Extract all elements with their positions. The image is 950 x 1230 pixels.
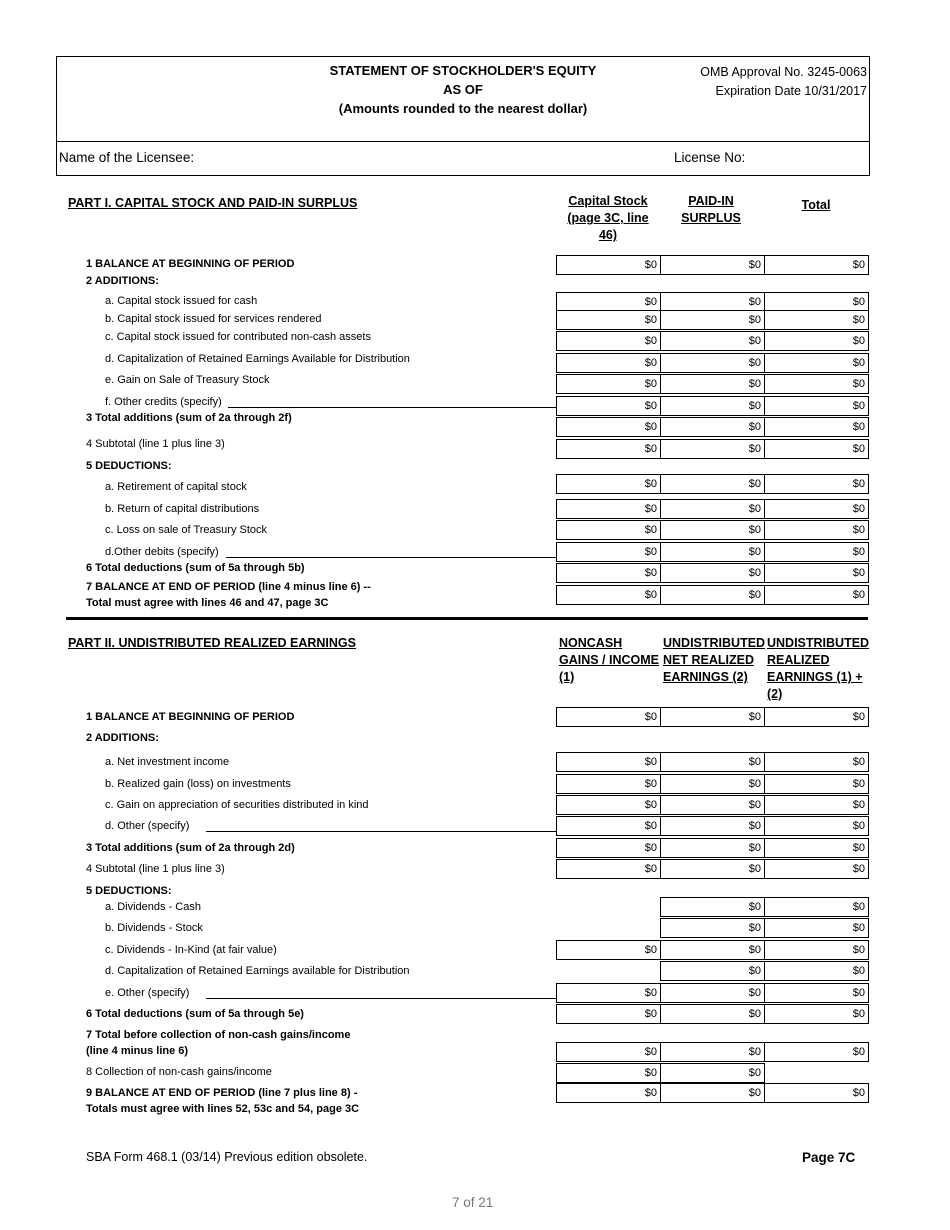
part1-row-label: a. Retirement of capital stock [105, 481, 247, 493]
part1-value-cell[interactable]: $0 [556, 520, 661, 540]
part1-row-label: 2 ADDITIONS: [86, 275, 159, 287]
form-footer-label: SBA Form 468.1 (03/14) Previous edition obsolete. [86, 1150, 368, 1164]
part2-row-label: 5 DEDUCTIONS: [86, 885, 172, 897]
part2-row-label: 3 Total additions (sum of 2a through 2d) [86, 842, 295, 854]
part2-value-cell[interactable]: $0 [660, 940, 765, 960]
part2-row-label: 6 Total deductions (sum of 5a through 5e) [86, 1008, 304, 1020]
part2-value-cell[interactable]: $0 [764, 940, 869, 960]
part1-value-cell[interactable]: $0 [660, 439, 765, 459]
part1-value-cell[interactable]: $0 [660, 542, 765, 562]
part1-value-cell[interactable]: $0 [764, 353, 869, 373]
part2-value-cell[interactable]: $0 [764, 897, 869, 917]
part1-value-cell[interactable]: $0 [660, 499, 765, 519]
part2-title: PART II. UNDISTRIBUTED REALIZED EARNINGS [68, 636, 356, 650]
part1-value-cell[interactable]: $0 [660, 417, 765, 437]
part1-value-cell[interactable]: $0 [764, 396, 869, 416]
page-count: 7 of 21 [452, 1195, 494, 1210]
part1-value-cell[interactable]: $0 [556, 374, 661, 394]
part2-row-label: b. Dividends - Stock [105, 922, 203, 934]
part1-value-cell[interactable]: $0 [764, 255, 869, 275]
part2-value-cell[interactable]: $0 [556, 940, 661, 960]
part2-specify-line [206, 998, 556, 999]
part1-value-cell[interactable]: $0 [764, 331, 869, 351]
part2-row-label: d. Other (specify) [105, 820, 190, 832]
title-line-1: STATEMENT OF STOCKHOLDER'S EQUITY [329, 63, 597, 78]
part1-row-label: e. Gain on Sale of Treasury Stock [105, 374, 270, 386]
part1-value-cell[interactable]: $0 [660, 353, 765, 373]
part1-value-cell[interactable]: $0 [660, 374, 765, 394]
part2-value-cell[interactable]: $0 [660, 897, 765, 917]
form-header [56, 56, 870, 141]
part2-value-cell[interactable]: $0 [764, 983, 869, 1003]
part1-value-cell[interactable]: $0 [764, 292, 869, 312]
part2-specify-line [206, 831, 556, 832]
part1-value-cell[interactable]: $0 [660, 563, 765, 583]
part1-col-paid-in-surplus: PAID-IN SURPLUS [681, 194, 741, 225]
part1-value-cell[interactable]: $0 [764, 563, 869, 583]
part1-value-cell[interactable]: $0 [556, 542, 661, 562]
part1-value-cell[interactable]: $0 [556, 353, 661, 373]
part2-value-cell[interactable]: $0 [660, 752, 765, 772]
part2-value-cell[interactable]: $0 [556, 983, 661, 1003]
expiration-date: Expiration Date 10/31/2017 [715, 84, 867, 98]
part1-row-label: 7 BALANCE AT END OF PERIOD (line 4 minus line 6) -- [86, 581, 371, 593]
part1-value-cell[interactable]: $0 [556, 563, 661, 583]
part2-value-cell[interactable]: $0 [660, 918, 765, 938]
part1-row-label: a. Capital stock issued for cash [105, 295, 258, 307]
licensee-row [56, 141, 870, 176]
part1-row-label: 5 DEDUCTIONS: [86, 460, 172, 472]
part1-value-cell[interactable]: $0 [764, 374, 869, 394]
part1-value-cell[interactable]: $0 [764, 520, 869, 540]
part1-specify-line [226, 557, 556, 558]
part2-row-label: b. Realized gain (loss) on investments [105, 778, 291, 790]
part2-value-cell[interactable]: $0 [764, 774, 869, 794]
omb-info [700, 63, 867, 101]
part1-row-label: d. Capitalization of Retained Earnings Available for Distribution [105, 353, 410, 365]
part2-value-cell[interactable]: $0 [660, 795, 765, 815]
part1-value-cell[interactable]: $0 [660, 310, 765, 330]
part1-row-label: c. Loss on sale of Treasury Stock [105, 524, 268, 536]
part2-value-cell[interactable]: $0 [764, 859, 869, 879]
part1-value-cell[interactable]: $0 [556, 439, 661, 459]
part2-value-cell[interactable]: $0 [660, 983, 765, 1003]
part1-value-cell[interactable]: $0 [764, 499, 869, 519]
part2-value-cell[interactable]: $0 [660, 961, 765, 981]
part2-value-cell[interactable]: $0 [556, 1042, 661, 1062]
part1-value-cell[interactable]: $0 [764, 310, 869, 330]
part1-value-cell[interactable]: $0 [764, 474, 869, 494]
part1-row-label: 1 BALANCE AT BEGINNING OF PERIOD [86, 258, 295, 270]
part1-row-label: c. Capital stock issued for contributed non-cash assets [105, 331, 371, 343]
part1-value-cell[interactable]: $0 [764, 439, 869, 459]
part2-value-cell[interactable]: $0 [764, 795, 869, 815]
part1-row-label-2: Total must agree with lines 46 and 47, page 3C [86, 597, 329, 609]
part2-row-label-2: Totals must agree with lines 52, 53c and 54, page 3C [86, 1103, 360, 1115]
part1-value-cell[interactable]: $0 [660, 474, 765, 494]
part2-value-cell[interactable]: $0 [556, 1063, 661, 1083]
part1-row-label: b. Capital stock issued for services rendered [105, 313, 322, 325]
part2-value-cell[interactable]: $0 [764, 1042, 869, 1062]
part1-value-cell[interactable]: $0 [556, 310, 661, 330]
title-line-2: AS OF [443, 82, 483, 97]
part2-value-cell[interactable]: $0 [660, 707, 765, 727]
part2-value-cell[interactable]: $0 [556, 816, 661, 836]
part2-row-label: d. Capitalization of Retained Earnings available for Distribution [105, 965, 410, 977]
part1-value-cell[interactable]: $0 [764, 417, 869, 437]
page-number: Page 7C [802, 1150, 856, 1165]
part2-value-cell[interactable]: $0 [660, 1042, 765, 1062]
part2-value-cell[interactable]: $0 [764, 918, 869, 938]
part2-value-cell[interactable]: $0 [764, 707, 869, 727]
part1-row-label: 3 Total additions (sum of 2a through 2f) [86, 412, 292, 424]
part2-value-cell[interactable]: $0 [660, 1083, 765, 1103]
part1-row-label: 6 Total deductions (sum of 5a through 5b) [86, 562, 305, 574]
part2-value-cell[interactable]: $0 [660, 1063, 765, 1083]
license-no-label: License No: [674, 150, 746, 165]
part2-value-cell[interactable]: $0 [556, 707, 661, 727]
part1-row-label: 4 Subtotal (line 1 plus line 3) [86, 438, 225, 450]
part2-value-cell[interactable]: $0 [764, 1004, 869, 1024]
part1-value-cell[interactable]: $0 [764, 542, 869, 562]
part2-value-cell[interactable]: $0 [764, 816, 869, 836]
part2-value-cell[interactable]: $0 [556, 795, 661, 815]
part2-value-cell[interactable]: $0 [556, 752, 661, 772]
part1-value-cell[interactable]: $0 [660, 585, 765, 605]
part2-row-label: 7 Total before collection of non-cash gains/income [86, 1029, 351, 1041]
part2-value-cell[interactable]: $0 [764, 961, 869, 981]
part2-value-cell[interactable]: $0 [764, 1083, 869, 1103]
part1-value-cell[interactable]: $0 [556, 585, 661, 605]
part2-row-label: 2 ADDITIONS: [86, 732, 159, 744]
part1-row-label: b. Return of capital distributions [105, 503, 260, 515]
part1-value-cell[interactable]: $0 [660, 396, 765, 416]
part2-col-noncash: NONCASH GAINS / INCOME (1) [559, 636, 660, 684]
part1-value-cell[interactable]: $0 [660, 520, 765, 540]
part2-value-cell[interactable]: $0 [660, 774, 765, 794]
part2-row-label-2: (line 4 minus line 6) [86, 1045, 189, 1057]
part1-title: PART I. CAPITAL STOCK AND PAID-IN SURPLUS [68, 196, 358, 210]
part2-row-label: c. Dividends - In-Kind (at fair value) [105, 944, 277, 956]
part1-value-cell[interactable]: $0 [556, 499, 661, 519]
part2-value-cell[interactable]: $0 [660, 816, 765, 836]
part1-value-cell[interactable]: $0 [556, 396, 661, 416]
title-line-3: (Amounts rounded to the nearest dollar) [338, 101, 588, 116]
part2-row-label: 9 BALANCE AT END OF PERIOD (line 7 plus line 8) - [86, 1087, 358, 1099]
part2-value-cell[interactable]: $0 [660, 838, 765, 858]
part2-value-cell[interactable]: $0 [660, 1004, 765, 1024]
part1-value-cell[interactable]: $0 [556, 474, 661, 494]
omb-approval: OMB Approval No. 3245-0063 [700, 65, 867, 79]
part2-row-label: a. Net investment income [105, 756, 230, 768]
part2-col-undistributed-total: UNDISTRIBUTED REALIZED EARNINGS (1) + (2) [767, 636, 870, 701]
part1-value-cell[interactable]: $0 [556, 292, 661, 312]
part2-col-undistributed-net: UNDISTRIBUTED NET REALIZED EARNINGS (2) [663, 636, 766, 684]
part1-specify-line [228, 407, 556, 408]
part2-row-label: 4 Subtotal (line 1 plus line 3) [86, 863, 225, 875]
part2-value-cell[interactable]: $0 [556, 859, 661, 879]
part2-row-label: a. Dividends - Cash [105, 901, 201, 913]
part2-value-cell[interactable]: $0 [556, 838, 661, 858]
part1-value-cell[interactable]: $0 [660, 331, 765, 351]
part2-row-label: c. Gain on appreciation of securities distributed in kind [105, 799, 369, 811]
part1-col-capital-stock: Capital Stock (page 3C, line 46) [567, 194, 649, 242]
part1-row-label: f. Other credits (specify) [105, 396, 222, 408]
part2-value-cell[interactable]: $0 [556, 1083, 661, 1103]
part2-row-label: e. Other (specify) [105, 987, 190, 999]
part2-row-label: 8 Collection of non-cash gains/income [86, 1066, 272, 1078]
part2-row-label: 1 BALANCE AT BEGINNING OF PERIOD [86, 711, 295, 723]
part1-value-cell[interactable]: $0 [764, 585, 869, 605]
part2-value-cell[interactable]: $0 [764, 838, 869, 858]
part1-value-cell[interactable]: $0 [556, 255, 661, 275]
part1-value-cell[interactable]: $0 [556, 331, 661, 351]
part2-value-cell[interactable]: $0 [556, 774, 661, 794]
part2-value-cell[interactable]: $0 [764, 752, 869, 772]
part1-value-cell[interactable]: $0 [660, 255, 765, 275]
part1-row-label: d.Other debits (specify) [105, 546, 219, 558]
licensee-name-label: Name of the Licensee: [59, 150, 195, 165]
part1-value-cell[interactable]: $0 [660, 292, 765, 312]
part2-value-cell[interactable]: $0 [556, 1004, 661, 1024]
part1-value-cell[interactable]: $0 [556, 417, 661, 437]
part2-value-cell[interactable]: $0 [660, 859, 765, 879]
part1-col-total: Total [801, 198, 831, 212]
section-divider [66, 617, 868, 620]
